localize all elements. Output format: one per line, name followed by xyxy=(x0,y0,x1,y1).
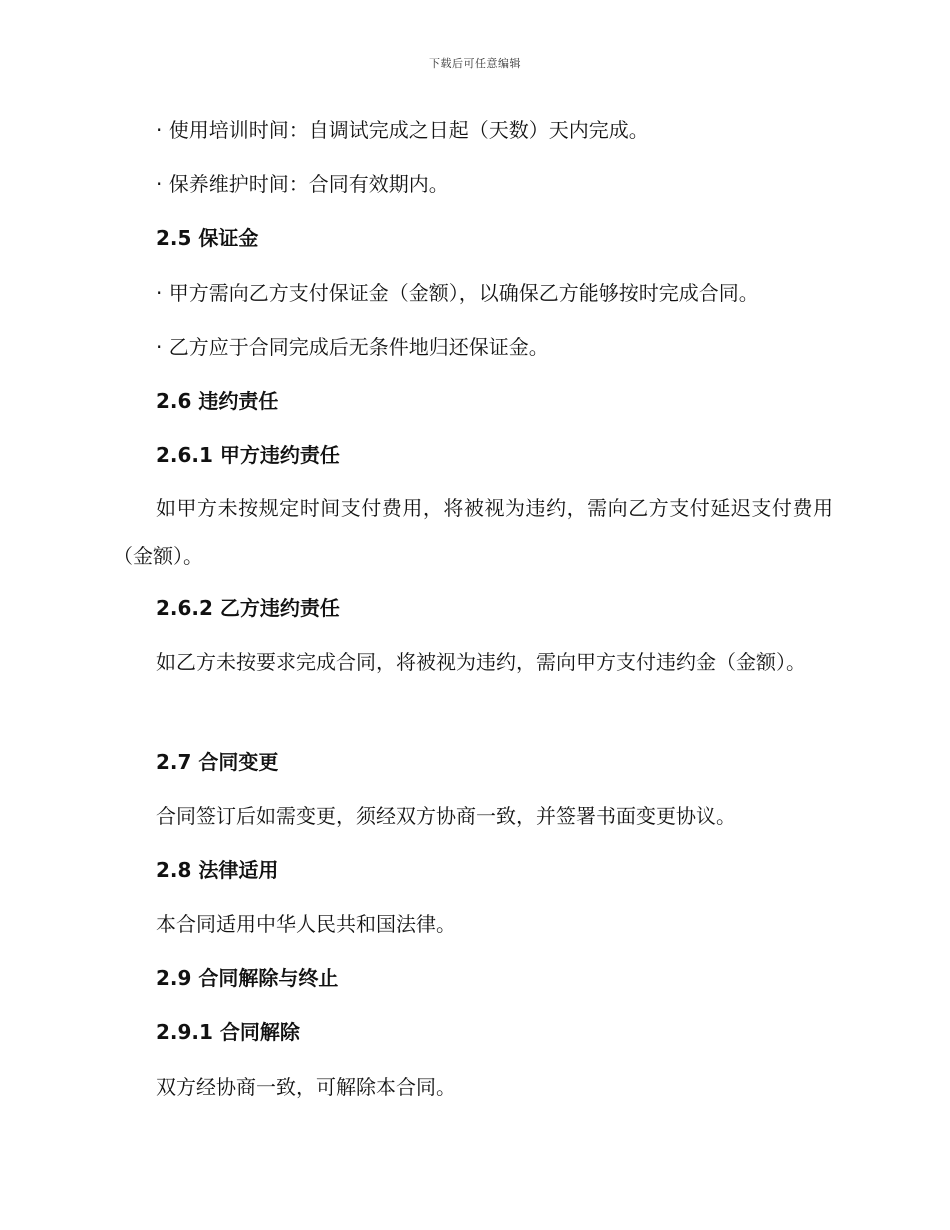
header-note: 下载后可任意编辑 xyxy=(429,57,521,70)
section-heading-2-6: 2.6 违约责任 xyxy=(156,389,279,413)
deposit-return-item: · 乙方应于合同完成后无条件地归还保证金。 xyxy=(156,335,549,359)
section-heading-2-9: 2.9 合同解除与终止 xyxy=(156,966,339,990)
maintenance-time-item: · 保养维护时间：合同有效期内。 xyxy=(156,172,449,196)
section-heading-2-9-1: 2.9.1 合同解除 xyxy=(156,1020,300,1044)
training-time-item: · 使用培训时间：自调试完成之日起（天数）天内完成。 xyxy=(156,118,649,142)
paragraph-2-9-1: 双方经协商一致，可解除本合同。 xyxy=(156,1075,456,1099)
paragraph-2-6-1: 如甲方未按规定时间支付费用，将被视为违约，需向乙方支付延迟支付费用（金额）。 xyxy=(113,496,833,568)
section-heading-2-7: 2.7 合同变更 xyxy=(156,750,279,774)
paragraph-2-6-2: 如乙方未按要求完成合同，将被视为违约，需向甲方支付违约金（金额）。 xyxy=(156,650,806,674)
paragraph-2-7: 合同签订后如需变更，须经双方协商一致，并签署书面变更协议。 xyxy=(156,804,736,828)
deposit-payment-item: · 甲方需向乙方支付保证金（金额），以确保乙方能够按时完成合同。 xyxy=(156,281,759,305)
section-heading-2-6-2: 2.6.2 乙方违约责任 xyxy=(156,596,340,620)
paragraph-2-8: 本合同适用中华人民共和国法律。 xyxy=(156,912,456,936)
section-heading-2-5: 2.5 保证金 xyxy=(156,226,259,250)
section-heading-2-8: 2.8 法律适用 xyxy=(156,858,279,882)
section-heading-2-6-1: 2.6.1 甲方违约责任 xyxy=(156,443,340,467)
